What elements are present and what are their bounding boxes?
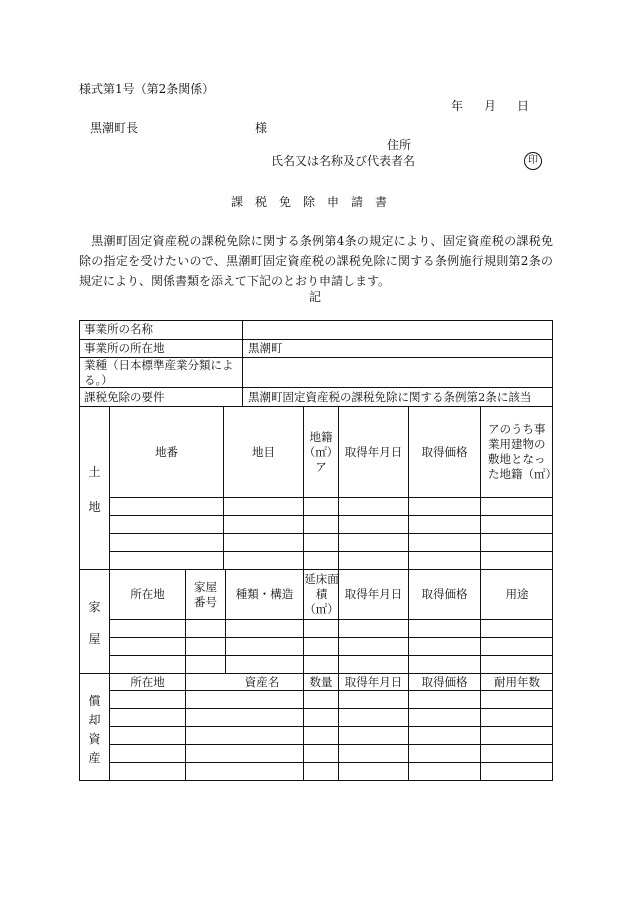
ki-mark: 記 <box>308 290 321 304</box>
industry-label: 業種（日本標準産業分類による。） <box>84 357 234 387</box>
land-section-label-2: 地 <box>88 500 101 514</box>
date-day-label: 日 <box>517 99 530 113</box>
document-title: 課税免除申請書 <box>230 195 399 209</box>
honorific: 様 <box>255 121 268 135</box>
office-name-label: 事業所の名称 <box>84 322 153 336</box>
house-header-number: 家屋番号 <box>194 579 217 609</box>
address-label: 住所 <box>387 138 412 152</box>
depreciable-header-quantity: 数量 <box>309 674 333 689</box>
house-header-acquired-price: 取得価格 <box>421 587 468 601</box>
land-header-acquired-price: 取得価格 <box>421 444 468 459</box>
depreciable-header-useful-life: 耐用年数 <box>494 674 540 689</box>
body-text-content: 黒潮町固定資産税の課税免除に関する条例第4条の規定により、固定資産税の課税免除の指定を受けたいので、黒潮町固定資産税の課税免除に関する条例施行規則第2条の規定により、関係書類を添えて下記のとおり申請します。 <box>79 234 553 288</box>
name-label: 氏名又は名称及び代表者名 <box>271 154 416 168</box>
application-body-text <box>79 231 553 291</box>
land-header-acquired-date: 取得年月日 <box>344 444 403 459</box>
addressee: 黒潮町長 <box>90 121 139 135</box>
application-table <box>79 320 557 781</box>
depreciable-header-asset-name: 資産名 <box>244 674 280 689</box>
depreciable-header-acquired-date: 取得年月日 <box>344 674 403 689</box>
house-header-acquired-date: 取得年月日 <box>344 587 403 601</box>
house-header-location: 所在地 <box>130 587 165 601</box>
house-section-label-2: 屋 <box>88 632 101 646</box>
depreciable-label-4: 産 <box>88 751 101 765</box>
requirement-label: 課税免除の要件 <box>84 389 165 404</box>
depreciable-header-acquired-price: 取得価格 <box>421 674 468 689</box>
industry-value[interactable] <box>243 358 553 387</box>
depreciable-header-location: 所在地 <box>130 674 165 689</box>
house-header-type-structure: 種類・構造 <box>235 587 294 601</box>
date-month-label: 月 <box>484 99 497 113</box>
office-location-value[interactable]: 黒潮町 <box>248 341 283 355</box>
depreciable-label-3: 資 <box>88 732 101 746</box>
land-header-business-area: アのうち事業用建物の敷地となった地籍（㎡） <box>488 422 557 481</box>
depreciable-label-2: 却 <box>88 713 101 727</box>
land-header-category: 地目 <box>252 444 275 459</box>
depreciable-label-1: 償 <box>88 694 101 708</box>
office-location-label: 事業所の所在地 <box>84 341 165 355</box>
house-section-label-1: 家 <box>88 600 101 614</box>
form-number: 様式第1号（第2条関係） <box>79 82 215 96</box>
house-header-floor-area: 延床面積（㎡） <box>304 572 339 616</box>
requirement-value: 黒潮町固定資産税の課税免除に関する条例第2条に該当 <box>248 389 532 404</box>
seal-mark: 印 <box>524 152 542 170</box>
land-section-label-1: 土 <box>88 465 101 479</box>
land-header-area: 地籍（㎡）ア <box>303 429 339 474</box>
office-name-value[interactable] <box>243 320 553 339</box>
house-header-use: 用途 <box>505 587 529 601</box>
date-year-label: 年 <box>451 99 464 113</box>
land-header-lot: 地番 <box>155 444 178 459</box>
